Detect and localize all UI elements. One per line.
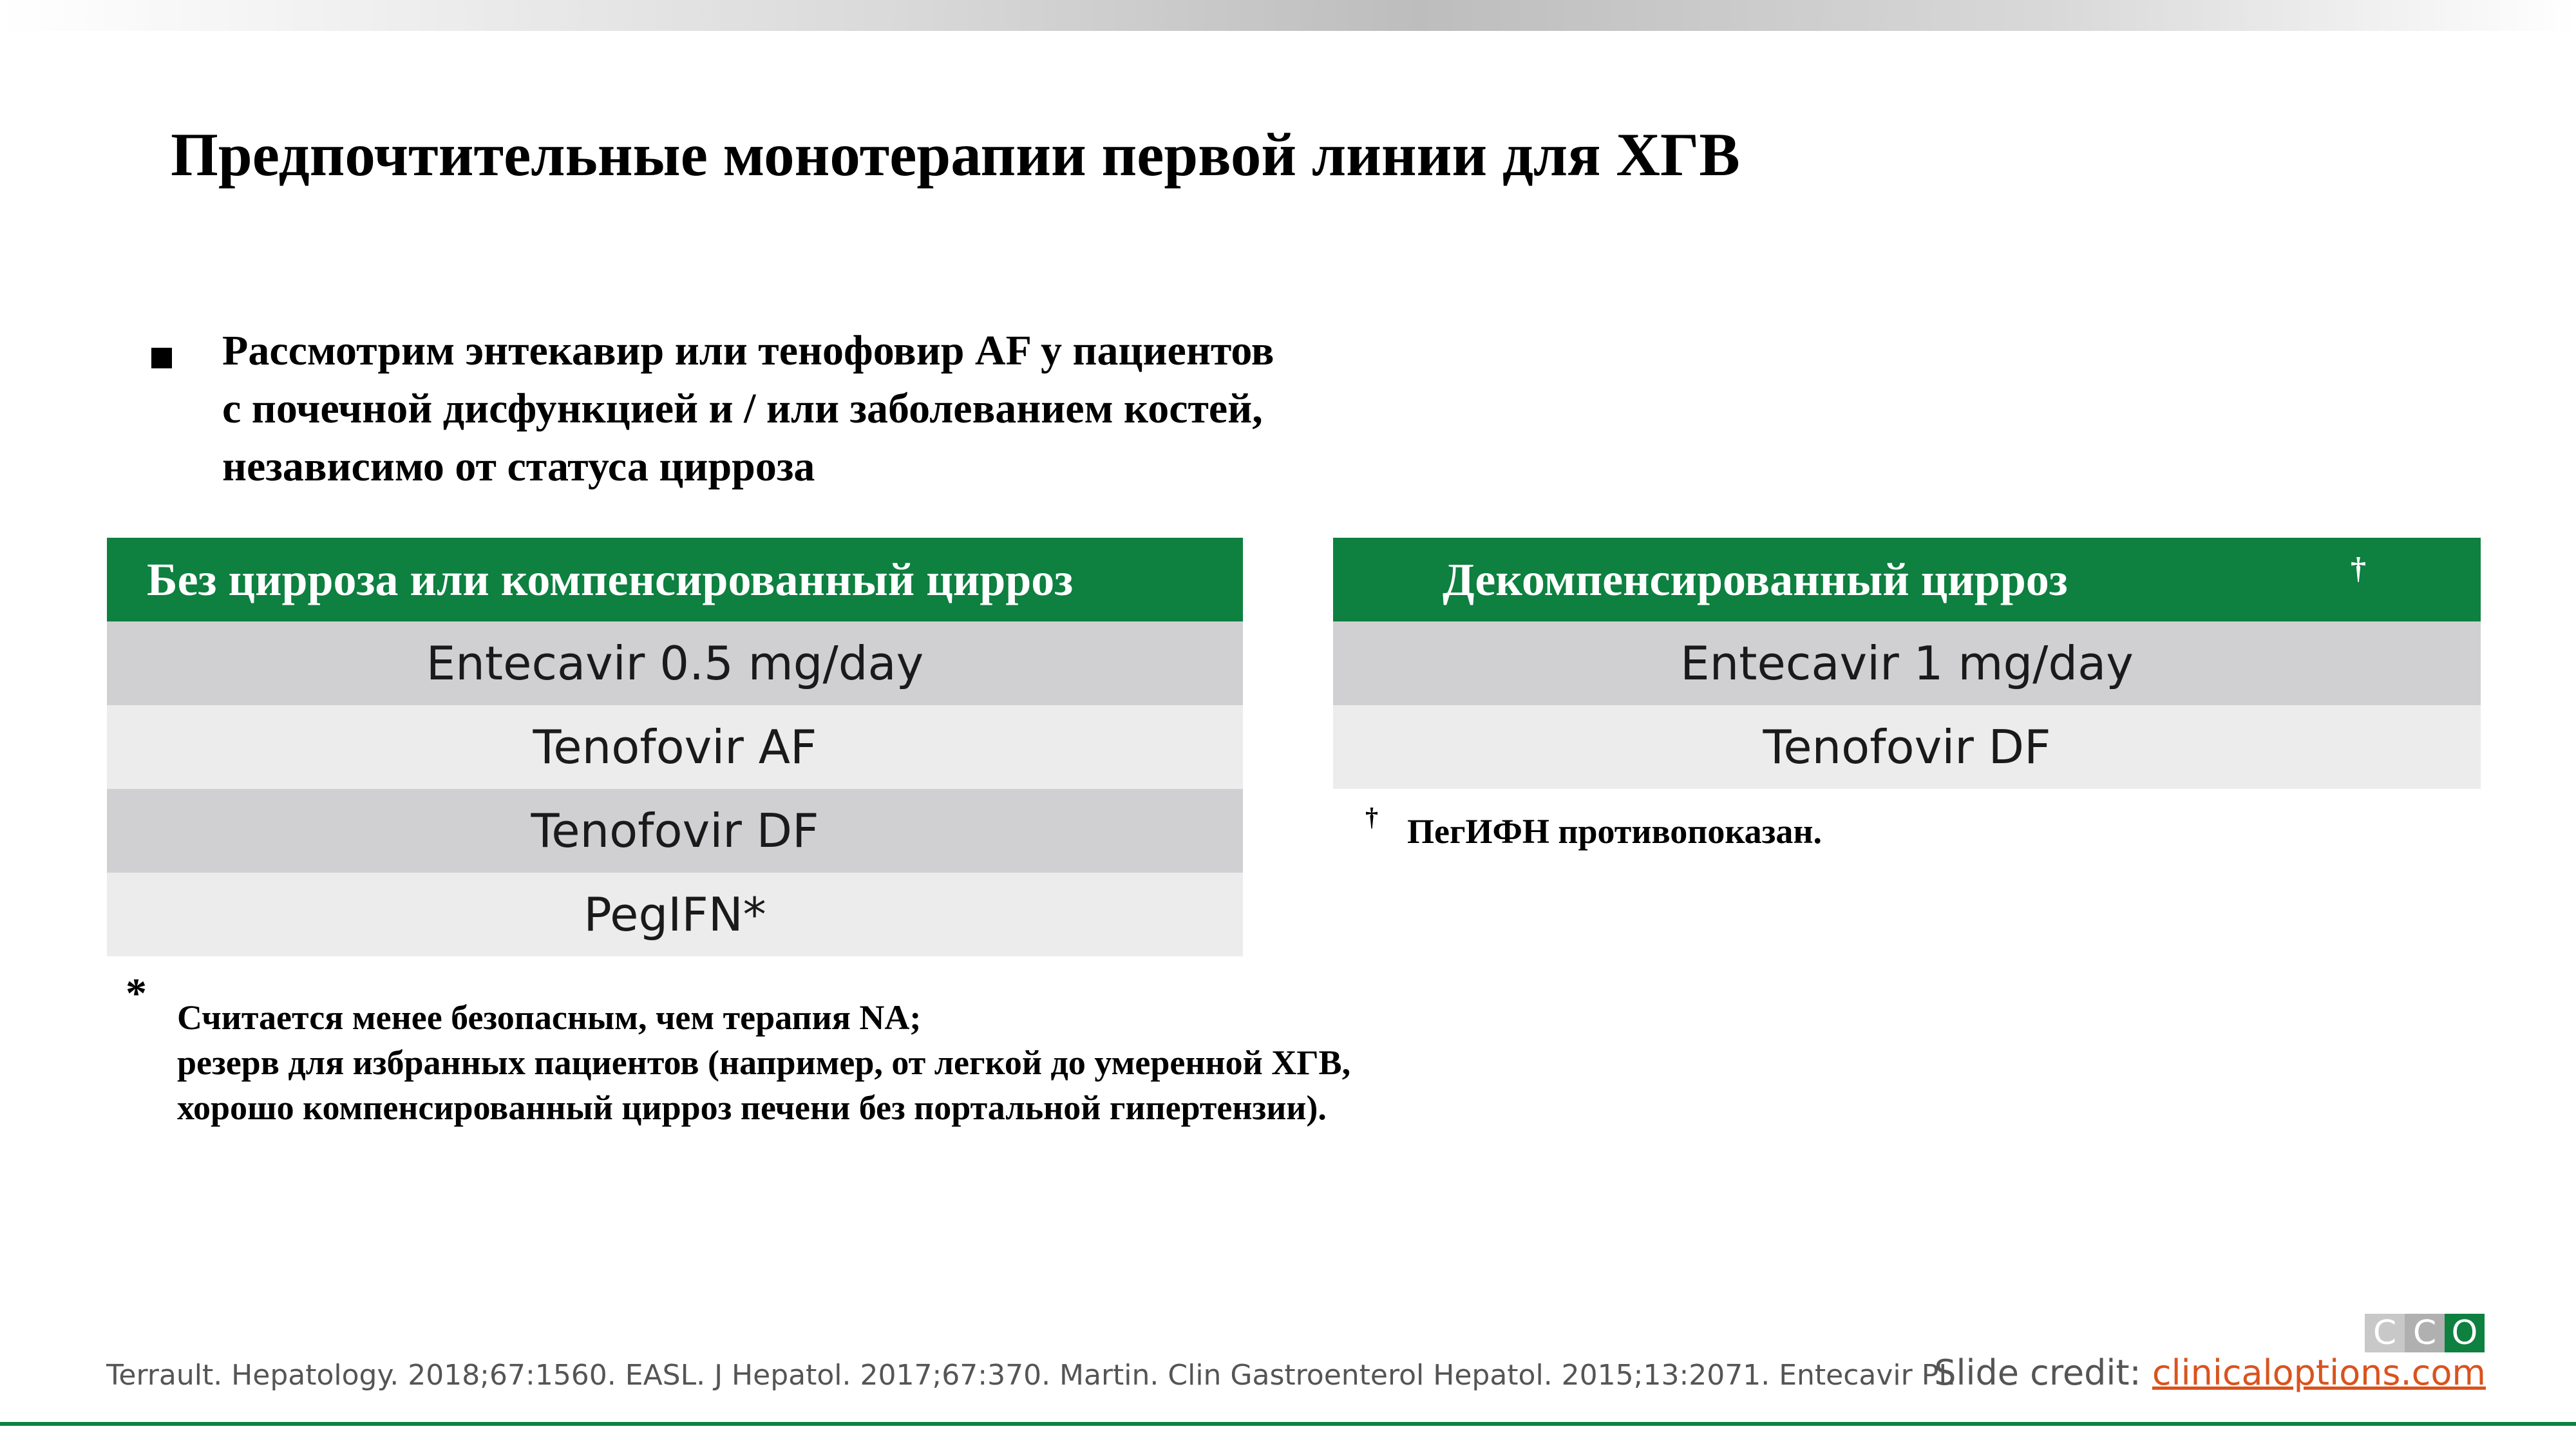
credit-link[interactable]: clinicaloptions.com	[2152, 1352, 2486, 1393]
table-cell: Entecavir 1 mg/day	[1680, 636, 2134, 690]
table-cell: Tenofovir DF	[1763, 720, 2051, 774]
logo-letter: O	[2445, 1314, 2485, 1352]
references: Terrault. Hepatology. 2018;67:1560. EASL. J Hepatol. 2017;67:370. Martin. Clin Gastroenterol Hepatol. 2015;13:2071. Entecavir PI.	[106, 1359, 1956, 1392]
bullet-text	[222, 322, 1478, 496]
slide-credit-label: Slide credit:	[1934, 1352, 2152, 1393]
footnote-line: Считается менее безопасным, чем терапия NA;	[177, 998, 922, 1037]
table-row	[1333, 705, 2481, 789]
logo-letter: C	[2405, 1314, 2445, 1352]
footnote-line: резерв для избранных пациентов (например, от легкой до умеренной ХГВ,	[177, 1043, 1351, 1082]
left-table	[107, 538, 1243, 956]
bottom-divider	[0, 1422, 2576, 1426]
left-table-header-label: Без цирроза или компенсированный цирроз	[147, 553, 1074, 605]
right-table-header	[1333, 538, 2481, 621]
table-row	[1333, 621, 2481, 705]
dagger-mark: †	[2351, 551, 2366, 585]
bullet-line: с почечной дисфункцией и / или заболеванием костей,	[222, 385, 1263, 432]
right-table-header-label: Декомпенсированный цирроз	[1443, 553, 2068, 605]
dagger-mark: †	[1365, 802, 1378, 831]
footnote-asterisk-text	[177, 995, 1530, 1130]
table-cell: Entecavir 0.5 mg/day	[426, 636, 924, 690]
table-cell: Tenofovir AF	[533, 720, 817, 774]
cco-logo	[2365, 1314, 2485, 1352]
table-cell: Tenofovir DF	[531, 804, 819, 858]
bullet-line: Рассмотрим энтекавир или тенофовир AF у пациентов	[222, 327, 1274, 374]
table-row	[107, 789, 1243, 873]
table-row	[107, 621, 1243, 705]
slide-credit	[1934, 1352, 2486, 1393]
slide-title: Предпочтительные монотерапии первой линии для ХГВ	[171, 120, 1740, 189]
table-row	[107, 705, 1243, 789]
table-row	[107, 873, 1243, 956]
left-table-header	[107, 538, 1243, 621]
top-gradient-band	[0, 0, 2576, 31]
table-cell: PegIFN*	[583, 887, 766, 942]
square-bullet-icon	[151, 348, 172, 368]
footnote-line: хорошо компенсированный цирроз печени без портальной гипертензии).	[177, 1088, 1327, 1127]
right-table	[1333, 538, 2481, 789]
footnote-dagger-text: ПегИФН противопоказан.	[1407, 812, 1822, 851]
bullet-line: независимо от статуса цирроза	[222, 443, 815, 490]
logo-letter: C	[2365, 1314, 2405, 1352]
asterisk-mark: *	[126, 970, 147, 1017]
